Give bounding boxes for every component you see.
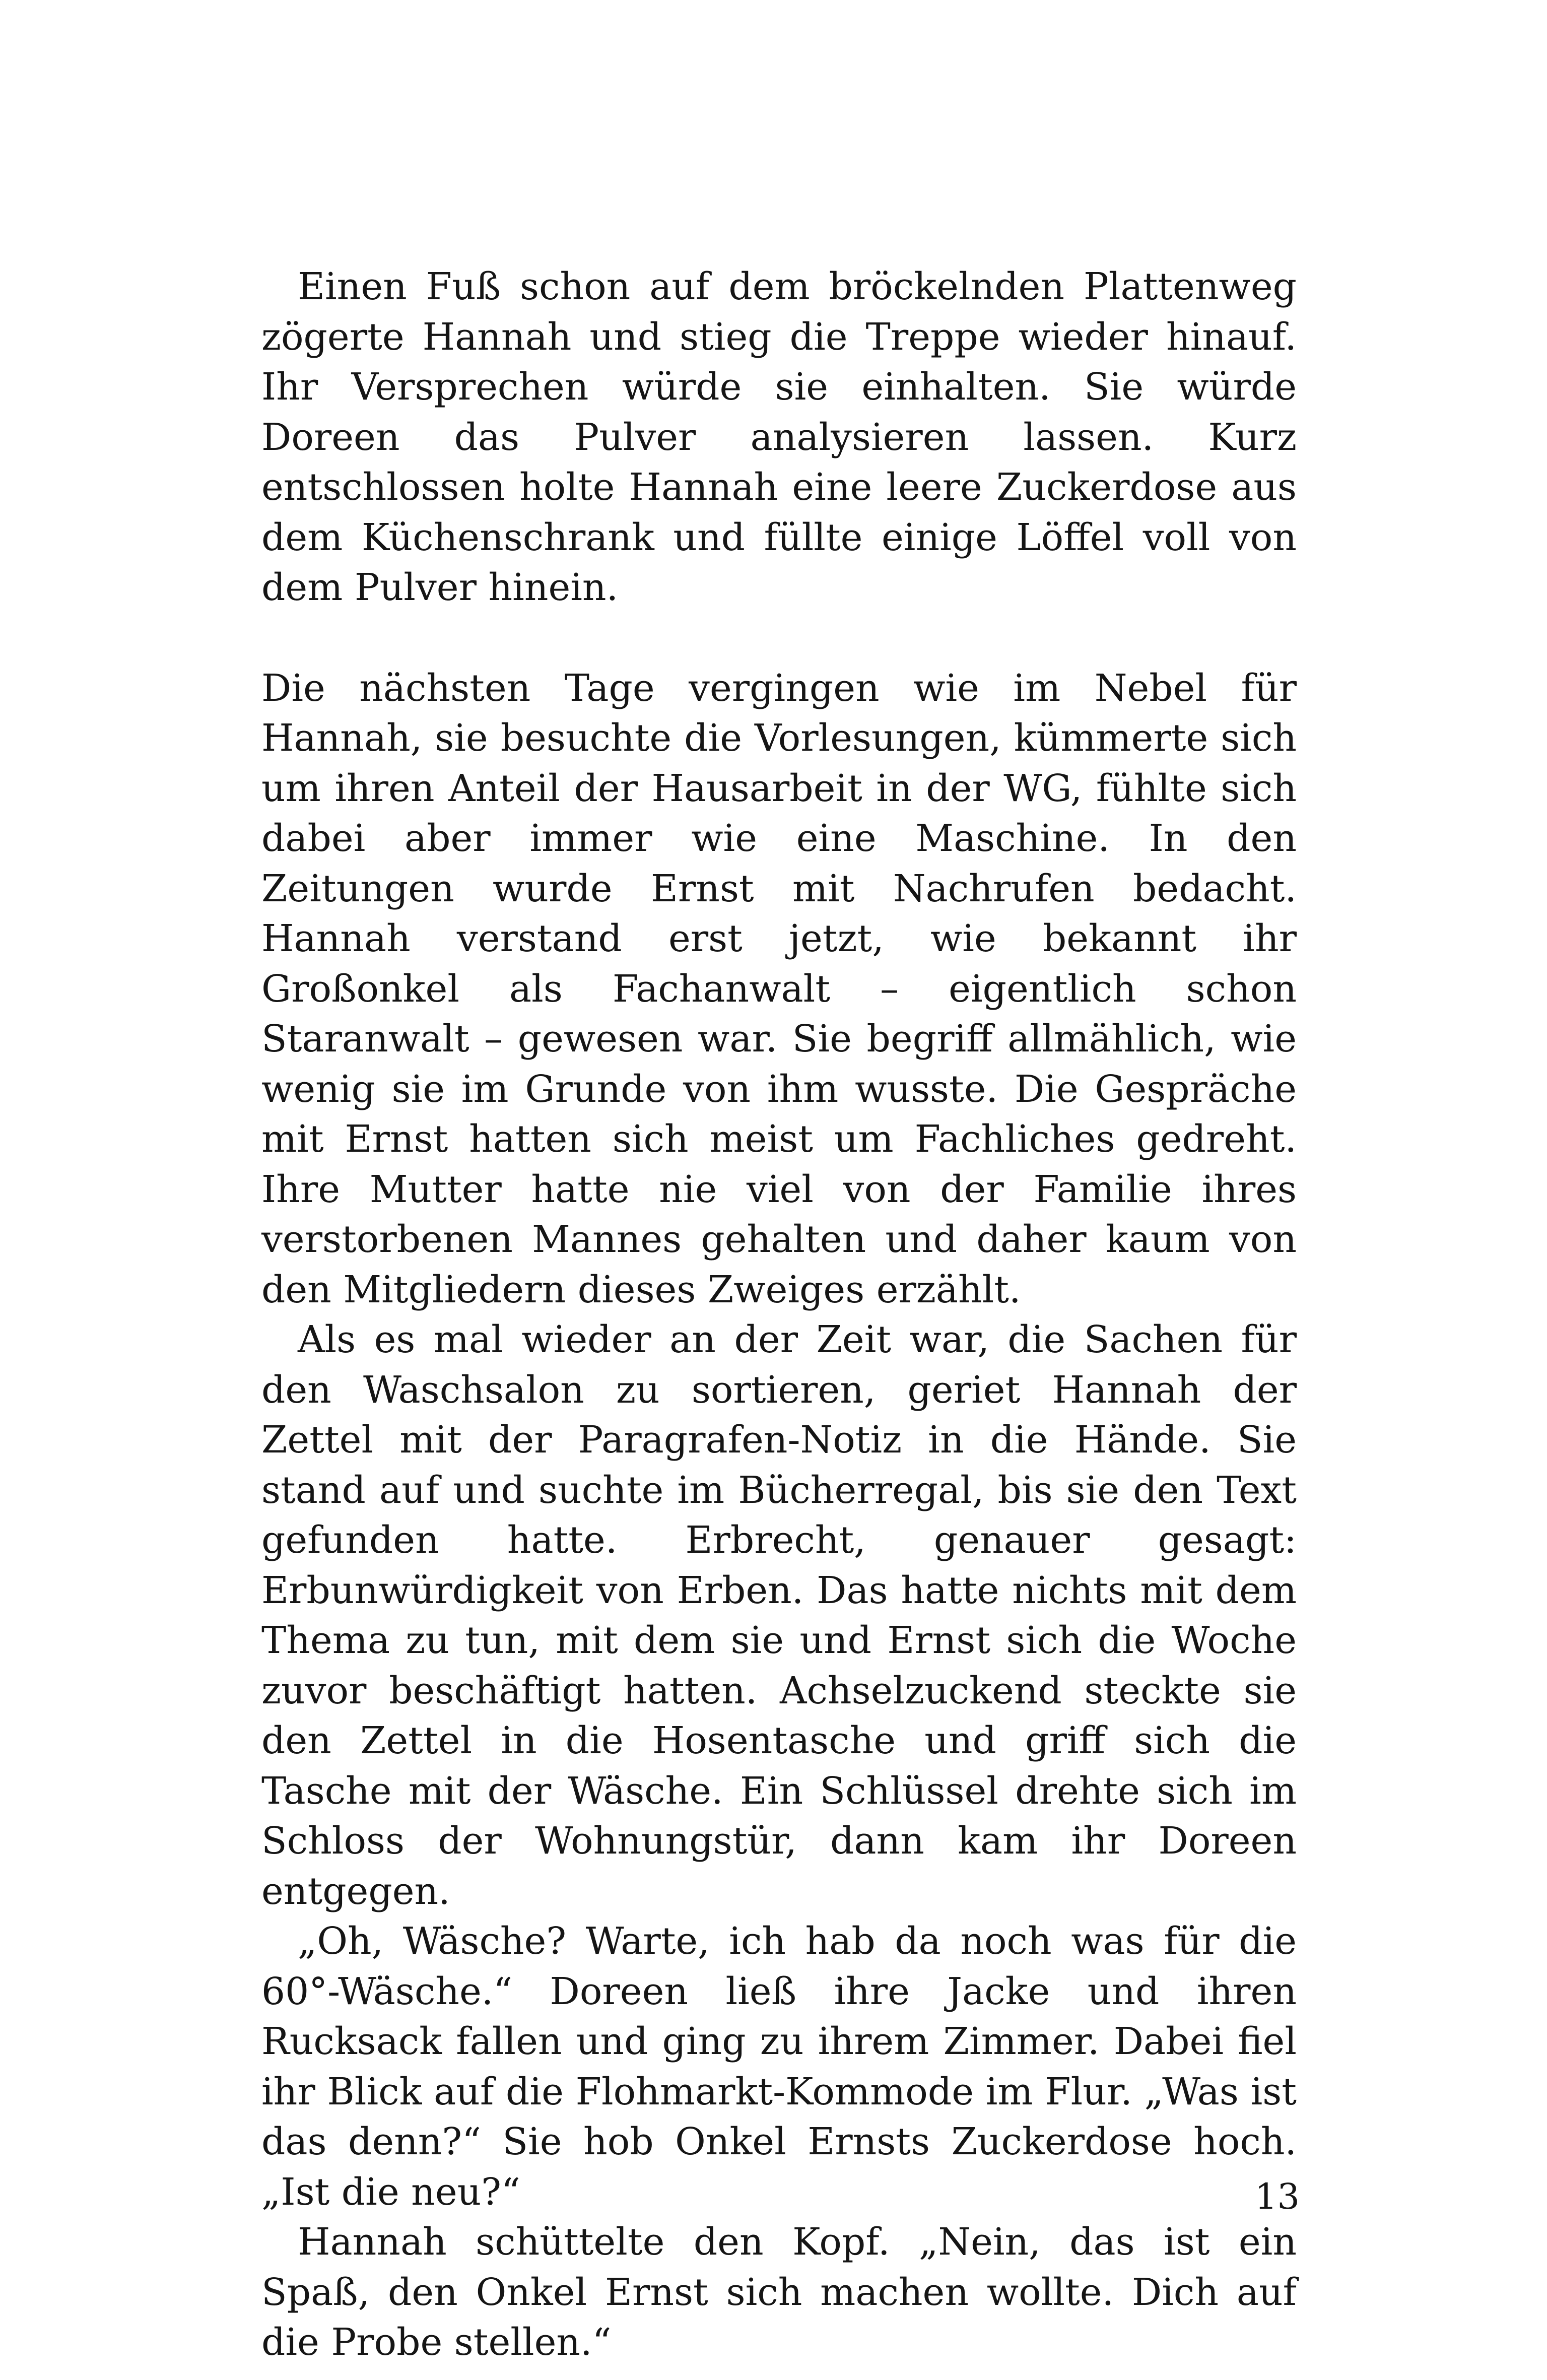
page-number: 13 [1254,2176,1300,2217]
paragraph-3: Als es mal wieder an der Zeit war, die Sachen für den Waschsalon zu sortieren, geriet Hannah der Zettel mit der Paragrafen-Notiz in die Hände. Sie stand auf und suchte im Bücherregal, bis sie den Text gefunden hatte. Erbrecht, genauer gesagt: Erbunwürdigkeit von Erben. Das hatte nichts mit dem Thema zu tun, mit dem sie und Ernst sich die Woche zuvor beschäftigt hatten. Achselzuckend steckte sie den Zettel in die Hosentasche und griff sich die Tasche mit der Wäsche. Ein Schlüssel drehte sich im Schloss der Wohnungstür, dann kam ihr Doreen entgegen. [261,1318,1297,1913]
paragraph-1: Einen Fuß schon auf dem bröckelnden Plattenweg zögerte Hannah und stieg die Treppe wieder hinauf. Ihr Versprechen würde sie einhalten. Sie würde Doreen das Pulver analysieren lassen. Kurz entschlossen holte Hannah eine leere Zuckerdose aus dem Küchenschrank und füllte einige Löffel voll von dem Pulver hinein. [261,265,1297,609]
paragraph-4: „Oh, Wäsche? Warte, ich hab da noch was für die 60°-Wäsche.“ Doreen ließ ihre Jacke und ihren Rucksack fallen und ging zu ihrem Zimmer. Dabei fiel ihr Blick auf die Flohmarkt-Kommode im Flur. „Was ist das denn?“ Sie hob Onkel Ernsts Zuckerdose hoch. „Ist die neu?“ [261,1920,1297,2214]
paragraph-5: Hannah schüttelte den Kopf. „Nein, das ist ein Spaß, den Onkel Ernst sich machen wollte. Dich auf die Probe stellen.“ [261,2220,1297,2364]
paragraph-2: Die nächsten Tage vergingen wie im Nebel für Hannah, sie besuchte die Vorlesungen, kümmerte sich um ihren Anteil der Hausarbeit in der WG, fühlte sich dabei aber immer wie eine Maschine. In den Zeitungen wurde Ernst mit Nachrufen bedacht. Hannah verstand erst jetzt, wie bekannt ihr Großonkel als Fachanwalt – eigentlich schon Staranwalt – gewesen war. Sie begriff allmählich, wie wenig sie im Grunde von ihm wusste. Die Gespräche mit Ernst hatten sich meist um Fachliches gedreht. Ihre Mutter hatte nie viel von der Familie ihres verstorbenen Mannes gehalten und daher kaum von den Mitgliedern dieses Zweiges erzählt. [261,666,1297,1311]
section-break [261,613,1297,664]
book-page-text [261,262,1297,2368]
